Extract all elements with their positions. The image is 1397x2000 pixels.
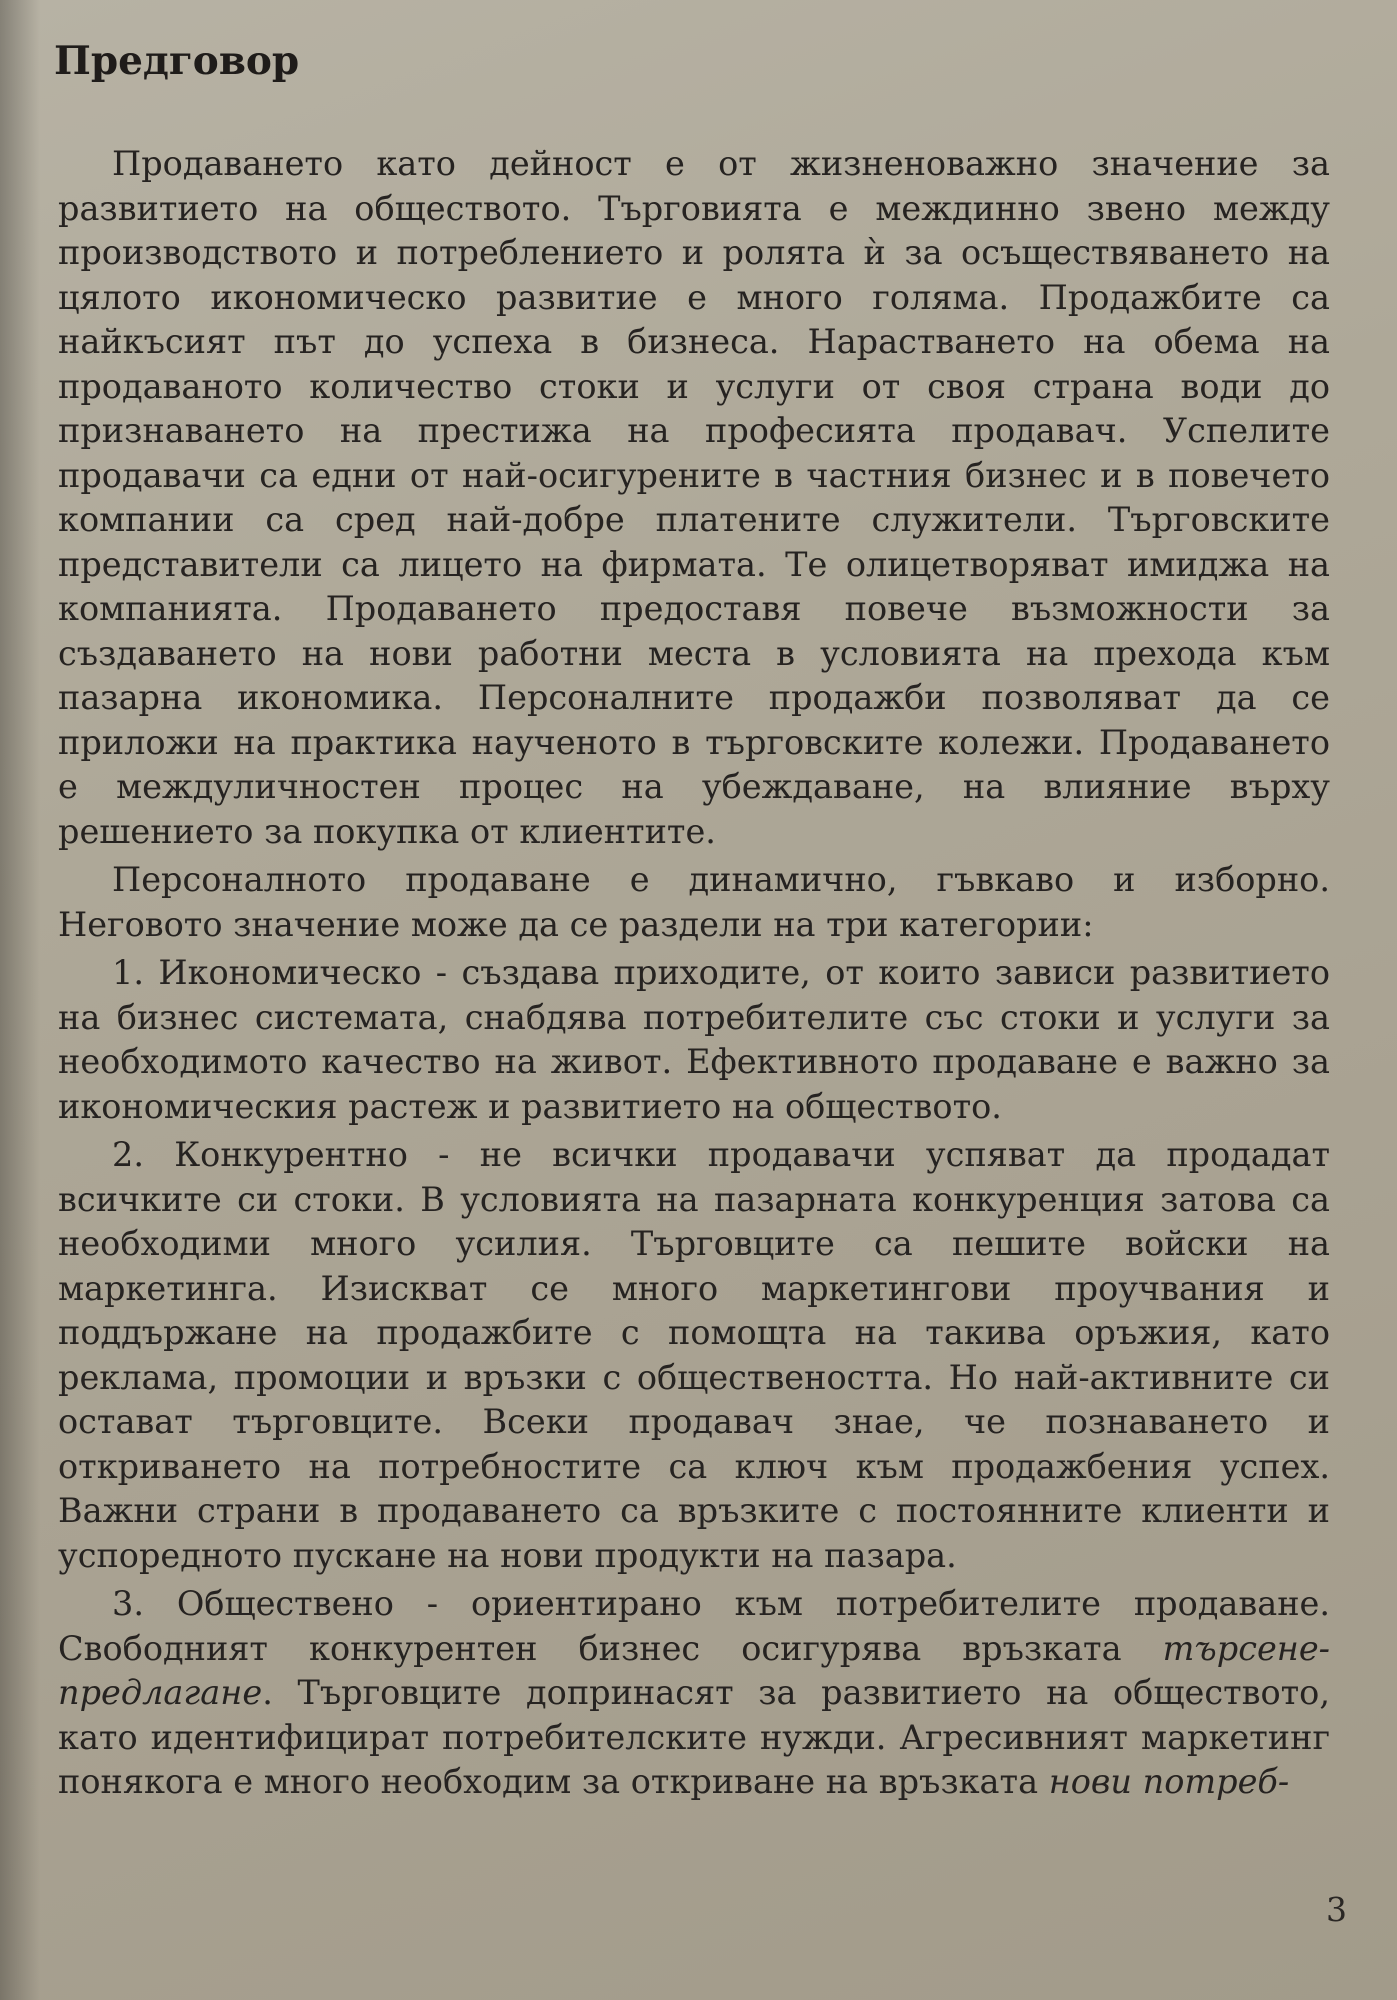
italic-term-new-consumer: нови потреб-	[1048, 1762, 1290, 1801]
page-gutter-shadow	[0, 0, 40, 2000]
italic-term-supply-demand: търсене-предлагане	[58, 1628, 1330, 1712]
paragraph-social	[58, 1582, 1330, 1805]
paragraph-intro: Продаването като дейност е от жизненоважно значение за развитието на обществото. Търговията е междинно звено между производството и потреблението и ролята ѝ за осъществяването на цялото икономическо развитие е много голяма. Продажбите са найкъсият път до успеха в бизнеса. Нарастването на обема на продаваното количество стоки и услуги от своя страна води до признаването на престижа на професията продавач. Успелите продавачи са едни от най-осигурените в частния бизнес и в повечето компании са сред най-добре платените служители. Търговските представители са лицето на фирмата. Те олицетворяват имиджа на компанията. Продаването предоставя повече възможности за създаването на нови работни места в условията на прехода към пазарна икономика. Персоналните продажби позволяват да се приложи на практика наученото в търговските колежи. Продаването е междуличностен процес на убеждаване, на влияние върху решението за покупка от клиентите.	[58, 144, 1330, 851]
page-number: 3	[1326, 1890, 1347, 1929]
body-text	[58, 142, 1330, 1805]
paragraph-categories: Персоналното продаване е динамично, гъвкаво и изборно. Неговото значение може да се раздели на три категории:	[58, 860, 1330, 944]
paragraph-economic: 1. Икономическо - създава приходите, от които зависи развитието на бизнес системата, снабдява потребителите със стоки и услуги за необходимото качество на живот. Ефективното продаване е важно за икономическия растеж и развитието на обществото.	[58, 953, 1330, 1126]
page-title: Предговор	[54, 38, 300, 84]
paragraph-social-part1: 3. Обществено - ориентирано към потребителите продаване. Свободният конкурентен бизнес осигурява връзката	[58, 1584, 1330, 1668]
paragraph-social-part2: . Търговците допринасят за развитието на обществото, като идентифицират потребителските нужди. Агресивният маркетинг понякога е много необходим за откриване на връзката	[58, 1673, 1330, 1801]
paragraph-competitive: 2. Конкурентно - не всички продавачи успяват да продадат всичките си стоки. В условията на пазарната конкуренция затова са необходими много усилия. Търговците са пешите войски на маркетинга. Изискват се много маркетингови проучвания и поддържане на продажбите с помощта на такива оръжия, като реклама, промоции и връзки с обществеността. Но най-активните си остават търговците. Всеки продавач знае, че познаването и откриването на потребностите са ключ към продажбения успех. Важни страни в продаването са връзките с постоянните клиенти и успоредното пускане на нови продукти на пазара.	[58, 1135, 1330, 1575]
